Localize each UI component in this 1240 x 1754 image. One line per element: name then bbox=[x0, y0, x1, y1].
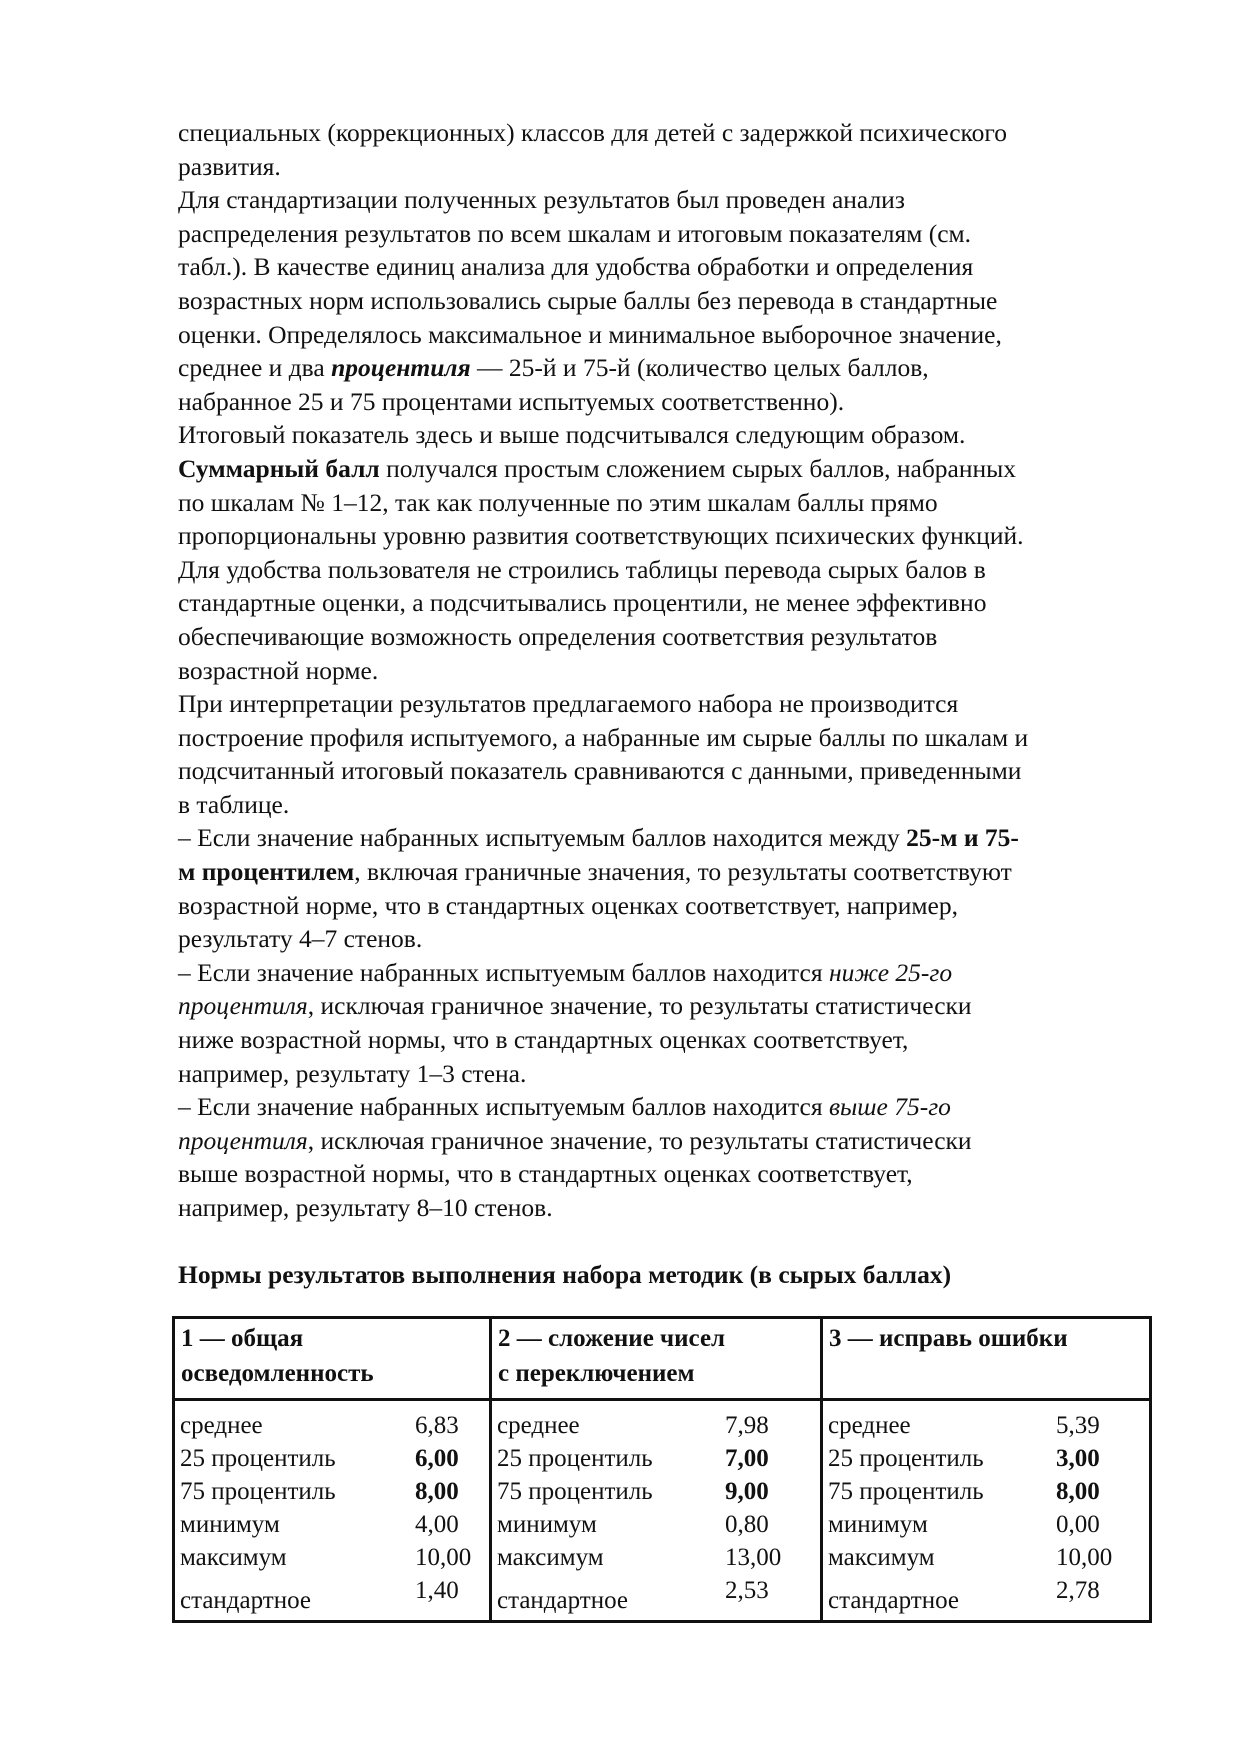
text-line bbox=[178, 620, 1178, 654]
text-run: – Если значение набранных испытуемым баллов находится bbox=[178, 1092, 829, 1122]
stat-row bbox=[828, 1442, 1149, 1475]
header-cell-3 bbox=[822, 1318, 1151, 1400]
text-line bbox=[178, 821, 1178, 855]
text-run: в таблице. bbox=[178, 789, 290, 819]
text-run: — 25-й и 75-й (количество целых баллов, bbox=[470, 353, 929, 383]
text-line bbox=[178, 1090, 1178, 1124]
table-header-row bbox=[174, 1318, 1151, 1400]
text-run: по шкалам № 1–12, так как полученные по этим шкалам баллы прямо bbox=[178, 487, 938, 517]
stat-value: 2,53 bbox=[725, 1577, 769, 1604]
text-run: , исключая граничное значение, то результаты статистически bbox=[307, 991, 972, 1021]
header-cell-2 bbox=[491, 1318, 822, 1400]
text-run: , включая граничные значения, то результаты соответствуют bbox=[354, 857, 1012, 887]
stat-row bbox=[180, 1574, 489, 1618]
text-run: например, результату 1–3 стена. bbox=[178, 1058, 527, 1088]
stat-row bbox=[180, 1508, 489, 1541]
text-line bbox=[178, 889, 1178, 923]
text-line bbox=[178, 654, 1178, 688]
text-line bbox=[178, 788, 1178, 822]
stat-row bbox=[828, 1508, 1149, 1541]
text-run: При интерпретации результатов предлагаемого набора не производится bbox=[178, 689, 959, 719]
stat-label: максимум bbox=[497, 1544, 604, 1571]
text-line bbox=[178, 855, 1178, 889]
stat-row bbox=[497, 1442, 820, 1475]
stat-value: 9,00 bbox=[725, 1478, 769, 1505]
text-line bbox=[178, 1191, 1178, 1225]
stat-label: 25 процентиль bbox=[180, 1445, 336, 1472]
text-line bbox=[178, 318, 1178, 352]
text-run: обеспечивающие возможность определения соответствия результатов bbox=[178, 621, 938, 651]
stat-value: 5,39 bbox=[1056, 1412, 1100, 1439]
stat-value: 0,80 bbox=[725, 1511, 769, 1538]
text-line bbox=[178, 351, 1178, 385]
text-line bbox=[178, 956, 1178, 990]
stat-label: максимум bbox=[828, 1544, 935, 1571]
text-line bbox=[178, 116, 1178, 150]
text-run: результату 4–7 стенов. bbox=[178, 924, 423, 954]
text-run: ниже возрастной нормы, что в стандартных оценках соответствует, bbox=[178, 1025, 909, 1055]
text-run: 25-м и 75- bbox=[906, 823, 1019, 853]
stat-value: 0,00 bbox=[1056, 1511, 1100, 1538]
text-run: м процентилем bbox=[178, 857, 355, 887]
stat-label: 75 процентиль bbox=[828, 1478, 984, 1505]
table-body-row bbox=[174, 1400, 1151, 1622]
stat-value: 4,00 bbox=[415, 1511, 459, 1538]
text-run: подсчитанный итоговый показатель сравниваются с данными, приведенными bbox=[178, 756, 1022, 786]
text-line bbox=[178, 1057, 1178, 1091]
text-line bbox=[178, 1124, 1178, 1158]
text-run: , исключая граничное значение, то результаты статистически bbox=[307, 1125, 972, 1155]
header-scale-1 bbox=[175, 1319, 489, 1391]
header-line: осведомленность bbox=[181, 1360, 374, 1387]
stat-row bbox=[828, 1574, 1149, 1618]
stat-label: среднее bbox=[180, 1412, 263, 1439]
header-line: 3 — исправь ошибки bbox=[829, 1325, 1068, 1352]
stat-value: 2,78 bbox=[1056, 1577, 1100, 1604]
stat-label: минимум bbox=[828, 1511, 928, 1538]
text-line bbox=[178, 1157, 1178, 1191]
stats-list bbox=[823, 1401, 1149, 1618]
text-run: выше 75-го bbox=[828, 1092, 951, 1122]
text-run: оценки. Определялось максимальное и минимальное выборочное значение, bbox=[178, 319, 1002, 349]
text-line bbox=[178, 754, 1178, 788]
text-line bbox=[178, 385, 1178, 419]
text-line bbox=[178, 586, 1178, 620]
text-run: Итоговый показатель здесь и выше подсчитывался следующим образом. bbox=[178, 420, 966, 450]
stat-row bbox=[828, 1475, 1149, 1508]
text-line bbox=[178, 150, 1178, 184]
text-line bbox=[178, 486, 1178, 520]
stat-label: минимум bbox=[497, 1511, 597, 1538]
stats-cell-2 bbox=[491, 1400, 822, 1622]
stat-row bbox=[497, 1541, 820, 1574]
stat-value: 6,83 bbox=[415, 1412, 459, 1439]
text-run: Суммарный балл bbox=[178, 453, 380, 483]
stat-label: стандартное bbox=[828, 1587, 959, 1614]
text-run: стандартные оценки, а подсчитывались процентили, не менее эффективно bbox=[178, 588, 987, 618]
stat-value: 3,00 bbox=[1056, 1445, 1100, 1472]
stat-row bbox=[497, 1574, 820, 1618]
stat-value: 7,00 bbox=[725, 1445, 769, 1472]
text-run: специальных (коррекционных) классов для детей с задержкой психического bbox=[178, 118, 1007, 147]
stat-label: максимум bbox=[180, 1544, 287, 1571]
text-run: Для стандартизации полученных результатов был проведен анализ bbox=[178, 185, 905, 215]
text-line bbox=[178, 418, 1178, 452]
stat-value: 8,00 bbox=[1056, 1478, 1100, 1505]
header-scale-3 bbox=[823, 1319, 1149, 1356]
text-run: набранное 25 и 75 процентами испытуемых соответственно). bbox=[178, 386, 845, 416]
stat-value: 1,40 bbox=[415, 1577, 459, 1604]
text-run: процентиля bbox=[178, 1125, 308, 1155]
stat-label: среднее bbox=[828, 1412, 911, 1439]
text-line bbox=[178, 217, 1178, 251]
stat-value: 10,00 bbox=[1056, 1544, 1113, 1571]
stat-label: 25 процентиль bbox=[828, 1445, 984, 1472]
text-line bbox=[178, 452, 1178, 486]
stat-label: среднее bbox=[497, 1412, 580, 1439]
text-run: табл.). В качестве единиц анализа для удобства обработки и определения bbox=[178, 252, 974, 282]
stat-row bbox=[497, 1508, 820, 1541]
text-line bbox=[178, 284, 1178, 318]
stat-label: 25 процентиль bbox=[497, 1445, 653, 1472]
stat-value: 6,00 bbox=[415, 1445, 459, 1472]
text-run: возрастной норме. bbox=[178, 655, 379, 685]
norms-table bbox=[172, 1316, 1152, 1623]
text-run: например, результату 8–10 стенов. bbox=[178, 1193, 553, 1222]
text-line bbox=[178, 721, 1178, 755]
text-run: выше возрастной нормы, что в стандартных оценках соответствует, bbox=[178, 1159, 913, 1189]
stats-list bbox=[175, 1401, 489, 1618]
stat-label: стандартное bbox=[180, 1587, 311, 1614]
text-line bbox=[178, 250, 1178, 284]
stat-row bbox=[497, 1475, 820, 1508]
text-line bbox=[178, 183, 1178, 217]
text-run: возрастных норм использовались сырые баллы без перевода в стандартные bbox=[178, 285, 998, 315]
stat-label: минимум bbox=[180, 1511, 280, 1538]
text-run: ниже 25-го bbox=[828, 957, 953, 987]
text-line bbox=[178, 989, 1178, 1023]
text-line bbox=[178, 1023, 1178, 1057]
text-run: возрастной норме, что в стандартных оценках соответствует, например, bbox=[178, 890, 958, 920]
stat-row bbox=[180, 1442, 489, 1475]
stats-cell-1 bbox=[174, 1400, 491, 1622]
text-run: распределения результатов по всем шкалам и итоговым показателям (см. bbox=[178, 218, 972, 248]
header-line: с переключением bbox=[498, 1360, 695, 1387]
stat-value: 13,00 bbox=[725, 1544, 782, 1571]
text-run: Для удобства пользователя не строились таблицы перевода сырых балов в bbox=[178, 554, 986, 584]
text-run: развития. bbox=[178, 151, 281, 181]
stat-row bbox=[828, 1541, 1149, 1574]
stat-value: 8,00 bbox=[415, 1478, 459, 1505]
text-line bbox=[178, 687, 1178, 721]
stat-row bbox=[180, 1541, 489, 1574]
text-line bbox=[178, 553, 1178, 587]
stat-row bbox=[828, 1409, 1149, 1442]
header-line: 2 — сложение чисел bbox=[498, 1325, 726, 1352]
header-cell-1 bbox=[174, 1318, 491, 1400]
stat-row bbox=[180, 1409, 489, 1442]
text-run: построение профиля испытуемого, а набранные им сырые баллы по шкалам и bbox=[178, 722, 1029, 752]
text-run: процентиля bbox=[178, 991, 308, 1021]
stat-label: 75 процентиль bbox=[497, 1478, 653, 1505]
text-run: получался простым сложением сырых баллов, набранных bbox=[379, 453, 1017, 483]
stat-row bbox=[180, 1475, 489, 1508]
header-line: 1 — общая bbox=[181, 1325, 304, 1352]
stats-cell-3 bbox=[822, 1400, 1151, 1622]
text-line bbox=[178, 922, 1178, 956]
stat-value: 10,00 bbox=[415, 1544, 472, 1571]
header-scale-2 bbox=[492, 1319, 820, 1391]
text-run: среднее и два bbox=[178, 353, 332, 383]
stat-value: 7,98 bbox=[725, 1412, 769, 1439]
text-run: – Если значение набранных испытуемым баллов находится между bbox=[178, 823, 907, 853]
text-line bbox=[178, 519, 1178, 553]
table-title: Нормы результатов выполнения набора методик (в сырых баллах) bbox=[178, 1260, 952, 1289]
stat-row bbox=[497, 1409, 820, 1442]
stats-list bbox=[492, 1401, 820, 1618]
text-run: процентиля bbox=[331, 353, 471, 383]
body-text bbox=[178, 116, 1178, 1225]
text-run: – Если значение набранных испытуемым баллов находится bbox=[178, 957, 829, 987]
stat-label: 75 процентиль bbox=[180, 1478, 336, 1505]
stat-label: стандартное bbox=[497, 1587, 628, 1614]
text-run: пропорциональны уровню развития соответствующих психических функций. bbox=[178, 521, 1024, 551]
